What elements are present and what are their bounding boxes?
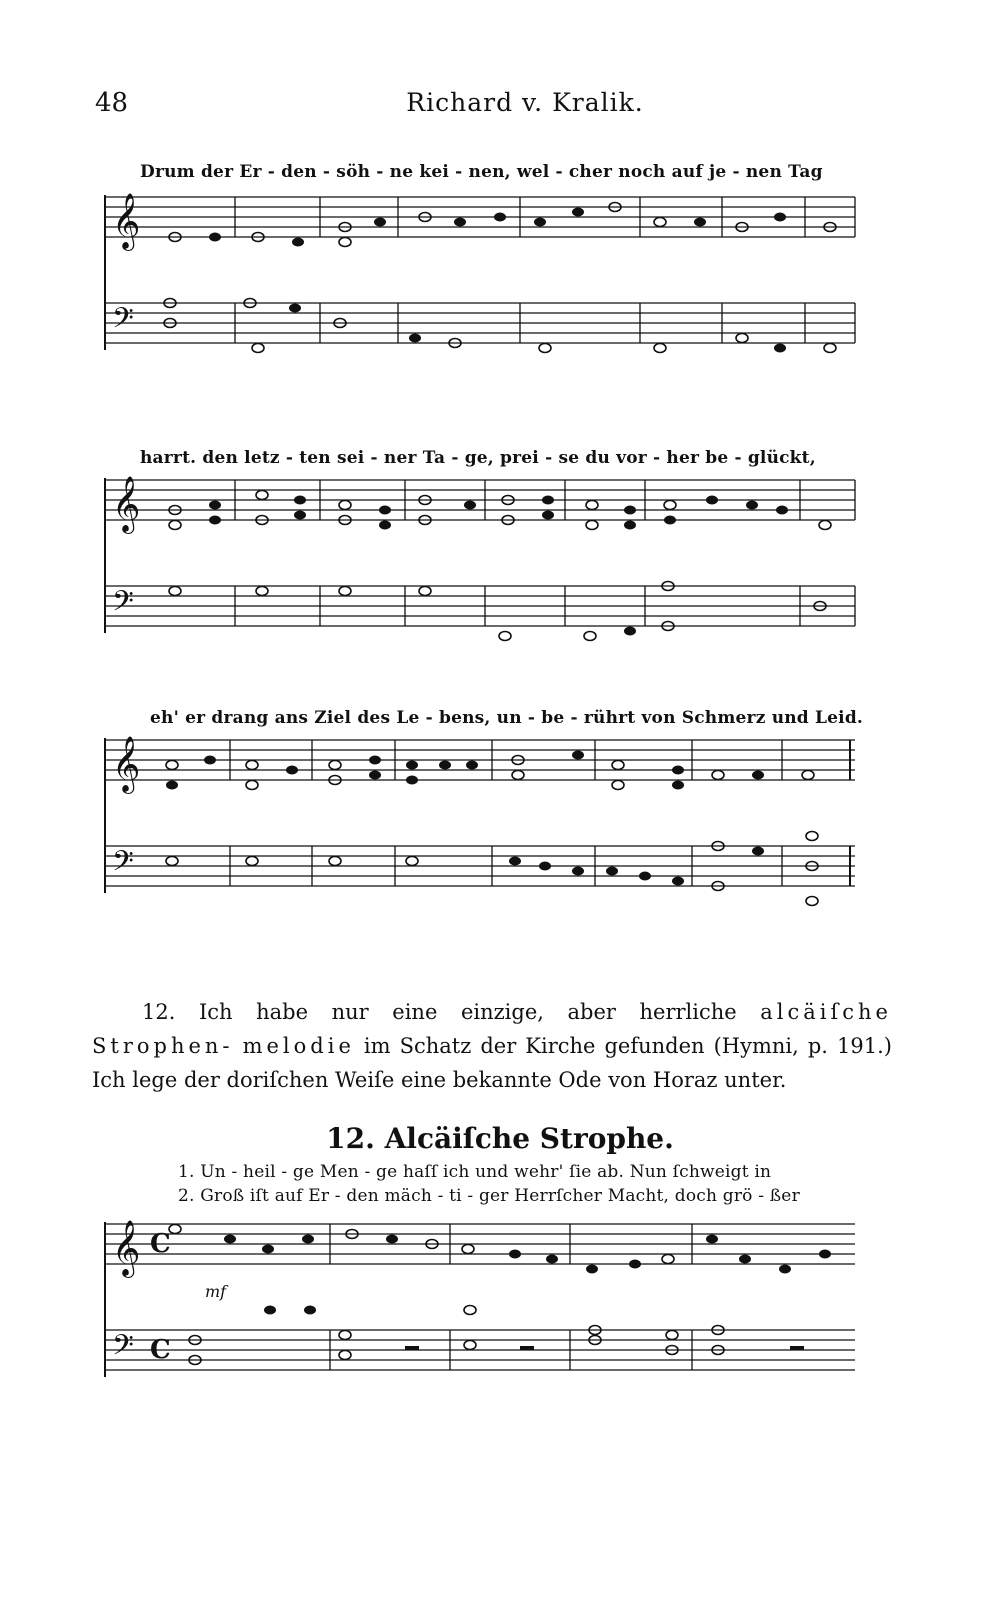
- noteheads-1: [164, 203, 836, 353]
- page-number: 48: [95, 88, 129, 118]
- paragraph-spaced-b: melodie: [242, 1034, 355, 1058]
- bass-clef-icon: 𝄢: [112, 845, 134, 885]
- grand-staff-1: [105, 195, 855, 350]
- lyrics-verse-2: 2. Groß iſt auf Er - den mäch - ti - ger Herrſcher Macht, doch grö - ßer: [178, 1186, 800, 1206]
- bass-clef-icon: 𝄢: [112, 585, 134, 625]
- treble-clef-icon: 𝄞: [112, 1220, 141, 1276]
- music-system-4: [0, 1212, 1000, 1392]
- bass-clef-icon: 𝄢: [112, 1329, 134, 1369]
- commentary-paragraph: [92, 995, 892, 1097]
- paragraph-spaced-a: alcäiſche Strophen-: [92, 1000, 892, 1058]
- barlines: [235, 197, 855, 343]
- bass-clef-icon: 𝄢: [112, 302, 134, 342]
- grand-staff-3: [105, 738, 855, 893]
- lyrics-verse-1: 1. Un - heil - ge Men - ge haſſ ich und wehr' ſie ab. Nun ſchweigt in: [178, 1162, 772, 1182]
- treble-clef-icon: 𝄞: [112, 736, 141, 792]
- page-header: [95, 88, 895, 128]
- music-system-2: [0, 468, 1000, 658]
- common-time-bass: C: [150, 1335, 171, 1365]
- lyrics-system-2: harrt. den letz - ten sei - ner Ta - ge, prei - se du vor - her be - glückt,: [140, 448, 816, 468]
- dynamic-marking: mf: [205, 1282, 227, 1301]
- paragraph-text-a: Ich habe nur eine einzige, aber herrliche: [198, 1000, 737, 1024]
- music-system-3: [0, 728, 1000, 918]
- treble-clef-icon: 𝄞: [112, 476, 141, 532]
- running-title: Richard v. Kralik.: [406, 88, 644, 117]
- section-title: 12. Alcäiſche Strophe.: [326, 1122, 674, 1155]
- treble-clef-icon: 𝄞: [112, 193, 141, 249]
- bass-staff-lines: [105, 303, 855, 343]
- noteheads-4: [169, 1225, 831, 1365]
- music-system-1: [0, 185, 1000, 385]
- paragraph-text-b: im Schatz der Kirche gefunden (Hymni, p. 191.) Ich lege der doriſchen Weiſe eine bekannte Ode von Horaz unter.: [92, 1034, 892, 1092]
- common-time-treble: C: [150, 1229, 171, 1259]
- lyrics-system-3: eh' er drang ans Ziel des Le - bens, un - be - rührt von Schmerz und Leid.: [150, 708, 864, 728]
- lyrics-system-1: Drum der Er - den - söh - ne kei - nen, wel - cher noch auf je - nen Tag: [140, 162, 823, 182]
- noteheads-2: [169, 491, 831, 641]
- paragraph-number: 12.: [142, 1000, 176, 1024]
